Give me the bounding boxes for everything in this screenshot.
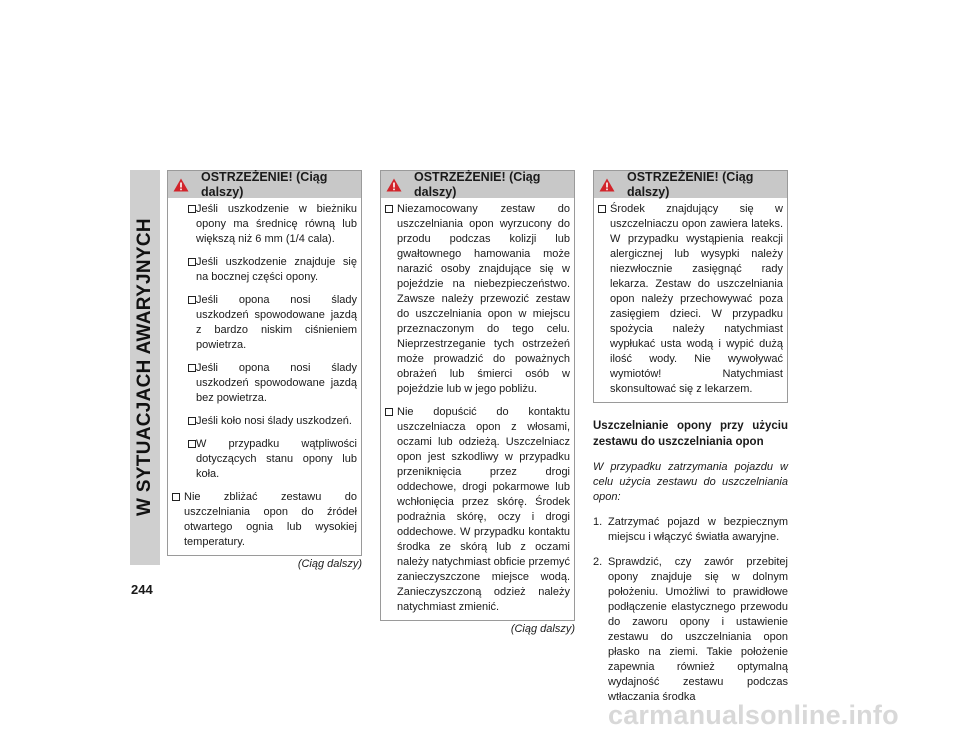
list-item: Środek znajdujący się w uszczelniaczu opon zawiera lateks. W przypadku wystąpienia reakcji alergicznej lub wysypki należy niezwłocznie zasięgnąć rady lekarza. Zestaw do uszczelniania opon należy przechowywać poza zasięgiem dzieci. W przypadku spożycia należy natychmiast wypłukać usta wodą i wypić dużą ilość wody. Nie wywoływać wymiotów! Natychmiast skonsultować się z lekarzem. <box>598 202 783 397</box>
step-number: 2. <box>593 556 603 568</box>
step-item <box>593 555 788 705</box>
list-item: Jeśli uszkodzenie znajduje się na bocznej części opony. <box>172 255 357 285</box>
step-number: 1. <box>593 516 603 528</box>
warning-title: OSTRZEŻENIE! (Ciąg dalszy) <box>201 169 328 199</box>
column-1 <box>167 170 362 572</box>
checkbox-bullet-icon <box>188 364 196 372</box>
watermark: carmanualsonline.info <box>608 700 899 730</box>
list-item: Nie dopuścić do kontaktu uszczelniacza opon z włosami, oczami lub odzieżą. Uszczelniacz opon jest szkodliwy w przypadku przeniknięcia przez drogi oddechowe, drogi pokarmowe lub wchłonięcia przez skórę. Środek podrażnia skórę, oczy i drogi oddechowe. W przypadku kontaktu środka ze skórą lub z oczami należy natychmiast obficie przemyć zanieczyszczone miejsce wodą. Zanieczyszczoną odzież należy natychmiast zmienić. <box>385 405 570 615</box>
warning-box <box>167 170 362 556</box>
checkbox-bullet-icon <box>188 296 196 304</box>
warning-body <box>168 198 361 555</box>
column-3 <box>593 170 788 705</box>
continued-note: (Ciąg dalszy) <box>297 558 362 570</box>
list-item: Jeśli uszkodzenie w bieżniku opony ma średnicę równą lub większą niż 6 mm (1/4 cala). <box>172 202 357 247</box>
checkbox-bullet-icon <box>188 205 196 213</box>
list-item: Jeśli opona nosi ślady uszkodzeń spowodowane jazdą bez powietrza. <box>172 361 357 406</box>
list-item: Jeśli koło nosi ślady uszkodzeń. <box>172 414 357 429</box>
warning-title: OSTRZEŻENIE! (Ciąg dalszy) <box>627 169 754 199</box>
column-2 <box>380 170 575 637</box>
step-text: Sprawdzić, czy zawór przebitej opony znajduje się w dolnym położeniu. Umożliwi to prawidłowe podłączenie elastycznego przewodu do zaworu opony i ustawienie zestawu do uszczelniania opon płasko na ziemi. Takie położenie zapewnia również optymalną wydajność zestawu podczas wtłaczania środka <box>608 556 788 703</box>
list-item: Jeśli opona nosi ślady uszkodzeń spowodowane jazdą z bardzo niskim ciśnieniem powietrza. <box>172 293 357 353</box>
warning-header <box>381 171 574 198</box>
warning-triangle-icon <box>599 178 615 192</box>
step-item <box>593 515 788 545</box>
page-number: 244 <box>131 582 153 597</box>
checkbox-bullet-icon <box>598 205 606 213</box>
checkbox-bullet-icon <box>188 258 196 266</box>
section-heading: Uszczelnianie opony przy użyciu zestawu do uszczelniania opon <box>593 420 788 448</box>
warning-header <box>168 171 361 198</box>
warning-header <box>594 171 787 198</box>
list-item: Nie zbliżać zestawu do uszczelniania opon do źródeł otwartego ognia lub wysokiej temperatury. <box>172 490 357 550</box>
checkbox-bullet-icon <box>385 408 393 416</box>
warning-triangle-icon <box>173 178 189 192</box>
list-item: W przypadku wątpliwości dotyczących stanu opony lub koła. <box>172 437 357 482</box>
list-item: Niezamocowany zestaw do uszczelniania opon wyrzucony do przodu podczas kolizji lub gwałtownego hamowania może narazić osoby znajdujące się w pojeździe na niebezpieczeństwo. Zawsze należy przewozić zestaw do uszczelniania opon w miejscu przeznaczonym do tego celu. Nieprzestrzeganie tych ostrzeżeń może prowadzić do poważnych obrażeń lub śmierci osób w pojeździe lub w jego pobliżu. <box>385 202 570 397</box>
warning-box <box>380 170 575 621</box>
section-intro: W przypadku zatrzymania pojazdu w celu użycia zestawu do uszczelniania opon: <box>593 461 788 503</box>
warning-body <box>381 198 574 620</box>
checkbox-bullet-icon <box>385 205 393 213</box>
warning-title: OSTRZEŻENIE! (Ciąg dalszy) <box>414 169 541 199</box>
checkbox-bullet-icon <box>172 493 180 501</box>
checkbox-bullet-icon <box>188 417 196 425</box>
warning-body <box>594 198 787 402</box>
checkbox-bullet-icon <box>188 440 196 448</box>
section-title-vertical: W SYTUACJACH AWARYJNYCH <box>134 218 155 516</box>
warning-box <box>593 170 788 403</box>
step-text: Zatrzymać pojazd w bezpiecznym miejscu i włączyć światła awaryjne. <box>608 516 788 543</box>
warning-triangle-icon <box>386 178 402 192</box>
continued-note: (Ciąg dalszy) <box>510 623 575 635</box>
